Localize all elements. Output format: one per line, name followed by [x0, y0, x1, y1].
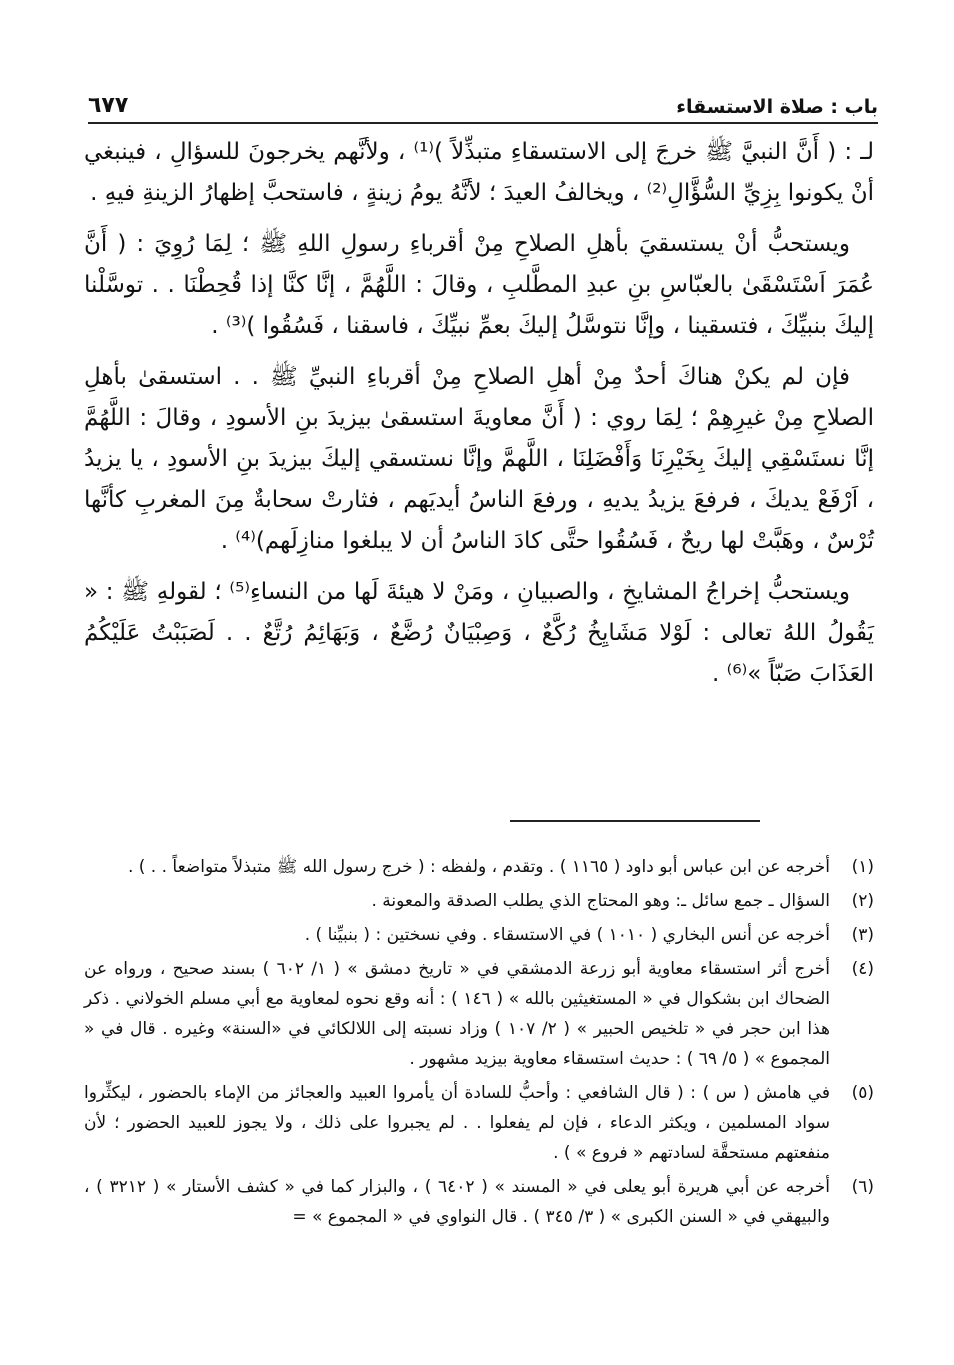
- paragraph: ويستحبُّ أنْ يستسقيَ بأهلِ الصلاحِ مِنْ أقرباءِ رسولِ اللهِ ﷺ ؛ لِمَا رُوِيَ : ( أَنَّ عُمَرَ اَسْتَسْقَىٰ بالعبّاسِ بنِ عبدِ المطَّلبِ ، وقالَ : اللَّهُمَّ ، إنَّا كنَّا إذا قُحِطْنَا . . توسَّلْنا إليكَ بنبيِّكَ ، فتسقينا ، وإنَّا نتوسَّلُ إليكَ بعمِّ نبيِّكَ ، فاسقنا ، فَسُقُوا )⁽³⁾ .: [84, 231, 874, 339]
- main-text: [84, 132, 874, 705]
- footnote: [84, 920, 874, 950]
- footnote: [84, 852, 874, 882]
- paragraph: ويستحبُّ إخراجُ المشايخِ ، والصبيانِ ، ومَنْ لا هيئةَ لَها من النساءِ⁽⁵⁾ ؛ لقولهِ ﷺ : « يَقُولُ اللهُ تعالى : لَوْلا مَشَايِخُ رُكَّعٌ ، وَصِبْيَانٌ رُضَّعٌ ، وَبَهَائِمُ رُتَّعٌ . . لَصَبَبْتُ عَلَيْكُمُ العَذَابَ صَبّاً »⁽⁶⁾ .: [84, 579, 874, 687]
- footnote-text: أخرجه عن أبي هريرة أبو يعلى في « المسند » ( ٦٤٠٢ ) ، والبزار كما في « كشف الأستار » ( ٣٢١٢ ) ، والبيهقي في « السنن الكبرى » ( ٣/ ٣٤٥ ) . قال النواوي في « المجموع » =: [84, 1177, 830, 1227]
- chapter-title: باب : صلاة الاستسقاء: [676, 96, 878, 118]
- footnote-text: في هامش ( س ) : ( قال الشافعي : وأحبُّ للسادة أن يأمروا العبيد والعجائز من الإماء بالحضور ، ليكثِّروا سواد المسلمين ، ويكثر الدعاء ، فإن لم يفعلوا . . لم يجبروا على ذلك ، ولا يجوز للعبيد الحضور ؛ لأن منفعتهم مستحقَّة لسادتهم « فروع » ) .: [84, 1083, 830, 1163]
- footnote-text: أخرجه عن أنس البخاري ( ١٠١٠ ) في الاستسقاء . وفي نسختين : ( بنبيِّنا ) .: [304, 925, 830, 945]
- footnote-number: (٥): [851, 1083, 874, 1103]
- footnote-number: (٢): [851, 891, 874, 911]
- footnote: [84, 1172, 874, 1232]
- footnote-number: (٣): [851, 925, 874, 945]
- footnote-text: أخرج أثر استسقاء معاوية أبو زرعة الدمشقي في « تاريخ دمشق » ( ١/ ٦٠٢ ) بسند صحيح ، ورواه عن الضحاك ابن بشكوال في « المستغيثين بالله » ( ١٤٦ ) : أنه وقع نحوه لمعاوية مع أبي مسلم الخولاني . ذكر هذا ابن حجر في « تلخيص الحبير » ( ٢/ ١٠٧ ) وزاد نسبته إلى اللالكائي في «السنة» وغيره . قال في « المجموع » ( ٥/ ٦٩ ) : حديث استسقاء معاوية بيزيد مشهور .: [84, 959, 830, 1069]
- page-number: ٦٧٧: [88, 93, 129, 118]
- footnote-divider: [510, 820, 760, 822]
- footnote: [84, 886, 874, 916]
- footnote: [84, 954, 874, 1074]
- footnotes: [84, 852, 874, 1236]
- footnote-text: أخرجه عن ابن عباس أبو داود ( ١١٦٥ ) . وتقدم ، ولفظه : ( خرج رسول الله ﷺ متبذلاً متواضعاً . . ) .: [127, 857, 830, 877]
- footnote-text: السؤال ـ جمع سائل ـ: وهو المحتاج الذي يطلب الصدقة والمعونة .: [371, 891, 830, 911]
- paragraph: لـ : ( أَنَّ النبيَّ ﷺ خرجَ إلى الاستسقاءِ متبذِّلاً )⁽¹⁾ ، ولأنَّهم يخرجونَ للسؤالِ ، فينبغي أنْ يكونوا بِزِيِّ السُّؤَّالِ⁽²⁾ ، ويخالفُ العيدَ ؛ لأنَّهُ يومُ زينةٍ ، فاستحبَّ إظهارُ الزينةِ فيهِ .: [84, 139, 875, 206]
- footnote-number: (١): [851, 857, 874, 877]
- paragraph: فإن لم يكنْ هناكَ أحدٌ مِنْ أهلِ الصلاحِ مِنْ أقرباءِ النبيِّ ﷺ . . استسقىٰ بأهلِ الصلاحِ مِنْ غيرِهِمْ ؛ لِمَا روي : ( أَنَّ معاويةَ استسقىٰ بيزيدَ بنِ الأسودِ ، وقالَ : اللَّهُمَّ إنَّا نستَسْقِي إليكَ بِخَيْرِنَا وَأَفْضَلِنَا ، اللَّهمَّ وإنَّا نستسقي إليكَ بيزيدَ بنِ الأسودِ ، يا يزيدُ ، اَرْفَعْ يديكَ ، فرفعَ يزيدُ يديهِ ، ورفعَ الناسُ أيديَهم ، فثارتْ سحابةٌ مِنَ المغربِ كأنَّها تُرْسٌ ، وهَبَّتْ لها ريحٌ ، فَسُقُوا حتَّى كادَ الناسُ أن لا يبلغوا منازِلَهم)⁽⁴⁾ .: [84, 364, 874, 554]
- footnote: [84, 1078, 874, 1168]
- footnote-number: (٤): [851, 959, 874, 979]
- running-header: [88, 86, 878, 124]
- footnote-number: (٦): [851, 1177, 874, 1197]
